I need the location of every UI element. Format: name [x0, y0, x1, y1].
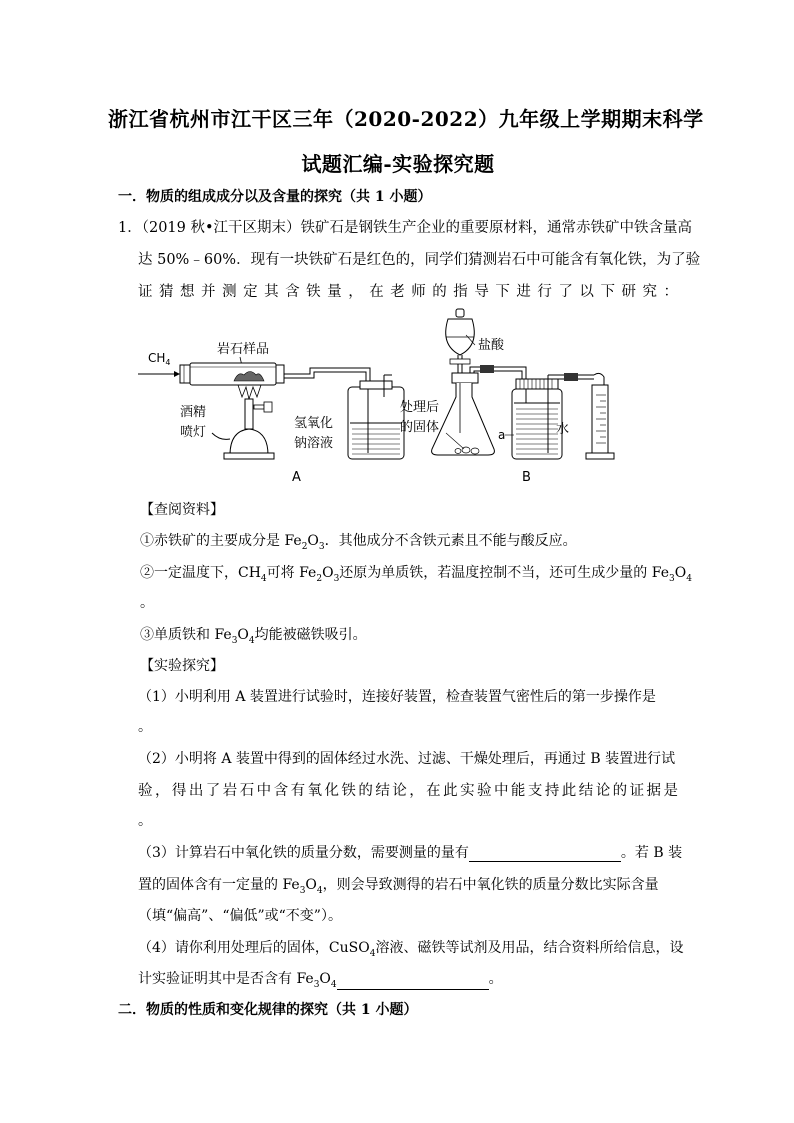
- apparatus-a-label: A: [292, 470, 301, 485]
- experiment-q1-line2: 。: [138, 719, 152, 735]
- answer-blank-q4[interactable]: [337, 974, 489, 990]
- lamp-label-line1: 酒精: [180, 405, 207, 420]
- page-title-line1: 浙江省杭州市江干区三年（2020-2022）九年级上学期期末科学: [108, 107, 704, 131]
- water-label: 水: [556, 422, 570, 437]
- acid-label: 盐酸: [478, 338, 505, 353]
- label-small-a: a: [498, 428, 506, 442]
- apparatus-figure: [130, 305, 630, 495]
- question-1-line2: 达 50%﹣60%．现有一块铁矿石是红色的，同学们猜测岩石中可能含有氧化铁，为了验: [138, 252, 701, 268]
- experiment-q3-line2: 置的固体含有一定量的 $Fe_3O_4$，则会导致测得的岩石中氧化铁的质量分数比实际含量: [138, 877, 659, 896]
- experiment-q4-line1: （4）请你利用处理后的固体，CuSO$_4$溶液、磁铁等试剂及用品，结合资料所给信息，设: [138, 940, 684, 959]
- experiment-q3-line3: （填“偏高”、“偏低”或“不变”）。: [138, 908, 342, 924]
- data-lookup-item-1: ①赤铁矿的主要成分是 $Fe_2O_3$．其他成分不含铁元素且不能与酸反应。: [140, 533, 577, 552]
- experiment-q4-line2: 计实验证明其中是否含有 $Fe_3O_4$ 。: [138, 971, 503, 990]
- rock-sample-label: 岩石样品: [217, 342, 270, 357]
- naoh-label-line2: 钠溶液: [294, 436, 334, 451]
- solid-label-line2: 的固体: [400, 420, 440, 435]
- apparatus-b-label: B: [522, 470, 531, 485]
- question-1-line1: 1．（2019 秋•江干区期末）铁矿石是钢铁生产企业的重要原材料，通常赤铁矿中铁含量高: [118, 220, 693, 236]
- experiment-q1-line1: （1）小明利用 A 装置进行试验时，连接好装置，检查装置气密性后的第一步操作是: [138, 689, 656, 705]
- ch4-label: $CH_4$: [148, 351, 171, 367]
- section-heading-2: 二．物质的性质和变化规律的探究（共 1 小题）: [118, 1002, 418, 1018]
- answer-blank-q3[interactable]: [469, 846, 621, 862]
- question-1-line3: 证猜想并测定其含铁量，在老师的指导下进行了以下研究：: [138, 284, 678, 300]
- section-heading-1: 一．物质的组成成分以及含量的探究（共 1 小题）: [118, 189, 432, 205]
- data-lookup-item-2-end: 。: [140, 595, 154, 611]
- naoh-label-line1: 氢氧化: [294, 416, 334, 431]
- experiment-q2-line1: （2）小明将 A 装置中得到的固体经过水洗、过滤、干燥处理后，再通过 B 装置进行试: [138, 751, 676, 767]
- experiment-q2-line2: 验，得出了岩石中含有氧化铁的结论，在此实验中能支持此结论的证据是: [138, 783, 678, 799]
- experiment-heading: 【实验探究】: [140, 658, 224, 674]
- experiment-q2-line3: 。: [138, 813, 152, 829]
- data-lookup-item-3: ③单质铁和 $Fe_3O_4$均能被磁铁吸引。: [140, 627, 367, 646]
- data-lookup-item-2: ②一定温度下，$CH_4$可将 $Fe_2O_3$还原为单质铁，若温度控制不当，还可生成少量的 $Fe_3O_4$: [140, 565, 692, 584]
- experiment-q3-line1: （3）计算岩石中氧化铁的质量分数，需要测量的量有 。若 B 装: [138, 845, 683, 861]
- solid-label-line1: 处理后: [400, 400, 440, 415]
- data-lookup-heading: 【查阅资料】: [140, 502, 224, 518]
- lamp-label-line2: 喷灯: [180, 425, 207, 440]
- page-title-line2: 试题汇编-实验探究题: [301, 152, 495, 176]
